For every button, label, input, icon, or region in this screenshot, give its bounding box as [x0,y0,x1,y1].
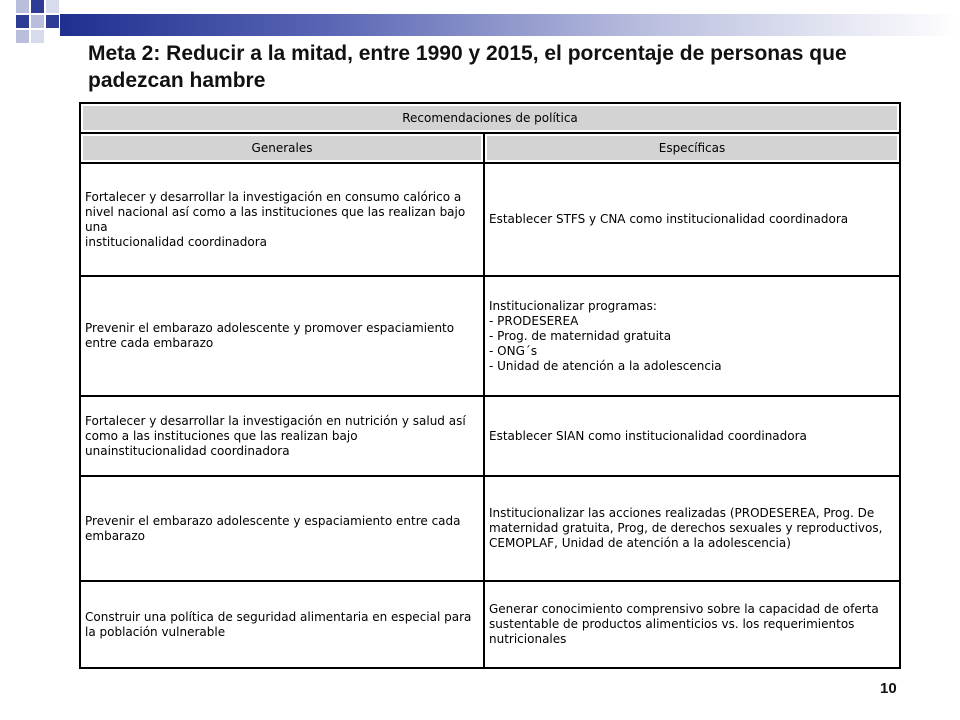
decorative-square [16,30,29,43]
table-row [80,163,900,276]
decorative-square [31,30,44,43]
decorative-square [16,15,29,28]
decorative-square [16,0,29,13]
decorative-square [31,0,44,13]
column-header-especificas: Específicas [484,133,900,163]
general-recommendation-cell: Fortalecer y desarrollar la investigación en nutrición y salud así como a las instituciones que las realizan bajo unainstitucionalidad coordinadora [80,396,484,476]
specific-recommendation-cell: Generar conocimiento comprensivo sobre la capacidad de oferta sustentable de productos alimenticios vs. los requerimientos nutricionales [484,581,900,668]
header-gradient-bar [60,14,960,36]
table-row [80,276,900,396]
specific-recommendation-cell: Establecer SIAN como institucionalidad coordinadora [484,396,900,476]
column-header-generales: Generales [80,133,484,163]
table-row [80,396,900,476]
slide-title: Meta 2: Reducir a la mitad, entre 1990 y 2015, el porcentaje de personas que padezcan hambre [88,42,847,92]
general-recommendation-cell: Construir una política de seguridad alimentaria en especial para la población vulnerable [80,581,484,668]
decorative-square [46,0,59,13]
table-row [80,476,900,581]
specific-recommendation-cell: Institucionalizar las acciones realizadas (PRODESEREA, Prog. De maternidad gratuita, Prog, de derechos sexuales y reproductivos, CEMOPLAF, Unidad de atención a la adolescencia) [484,476,900,581]
specific-recommendation-cell: Establecer STFS y CNA como institucionalidad coordinadora [484,163,900,276]
table-header: Recomendaciones de política [80,103,900,133]
table-row [80,581,900,668]
page-number: 10 [880,680,897,697]
decorative-square [31,15,44,28]
general-recommendation-cell: Fortalecer y desarrollar la investigación en consumo calórico a nivel nacional así como a las instituciones que las realizan bajo una institucionalidad coordinadora [80,163,484,276]
general-recommendation-cell: Prevenir el embarazo adolescente y espaciamiento entre cada embarazo [80,476,484,581]
general-recommendation-cell: Prevenir el embarazo adolescente y promover espaciamiento entre cada embarazo [80,276,484,396]
policy-recommendations-table [79,102,901,669]
specific-recommendation-cell: Institucionalizar programas: - PRODESEREA - Prog. de maternidad gratuita - ONG´s - Unidad de atención a la adolescencia [484,276,900,396]
decorative-square [46,15,59,28]
